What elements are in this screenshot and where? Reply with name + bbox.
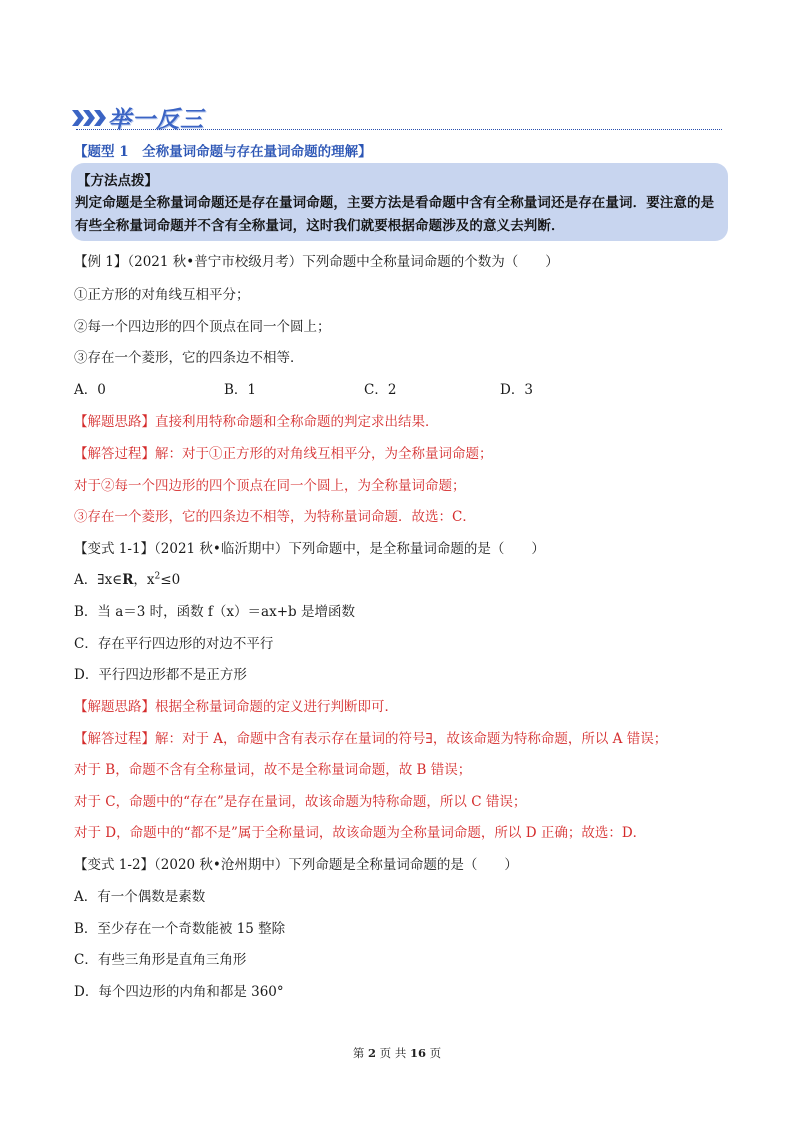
example1-item: ③存在一个菱形，它的四条边不相等． [74,350,304,366]
variant1-1-question: 【变式 1-1】（2021 秋•临沂期中）下列命题中，是全称量词命题的是（ ） [74,541,545,557]
example1-process-line: 【解答过程】解：对于①正方形的对角线互相平分，为全称量词命题； [74,446,493,462]
variant1-2-option-b: B．至少存在一个奇数能被 15 整除 [74,921,286,937]
variant1-1-thinking: 【解题思路】根据全称量词命题的定义进行判断即可． [74,699,398,715]
option-a-text: A．∃x∈ [74,572,123,588]
example1-option-a: A．0 [74,382,106,398]
method-tip-text: 判定命题是全称量词命题还是存在量词命题，主要方法是看命题中含有全称量词还是存在量词．要注意的是有些全称量词命题并不含有全称量词，这时我们就要根据命题涉及的意义去判断． [75,195,715,234]
real-numbers-symbol: R [122,572,134,588]
banner-title: 举一反三 [108,107,204,133]
example1-process-line: ③存在一个菱形，它的四条边不相等，为特称量词命题．故选：C． [74,509,476,525]
variant1-2-question: 【变式 1-2】（2020 秋•沧州期中）下列命题是全称量词命题的是（ ） [74,857,518,873]
variant1-1-process-line: 对于 B，命题不含有全称量词，故不是全称量词命题，故 B 错误； [74,762,472,778]
method-tip-title: 【方法点拨】 [77,173,158,189]
footer-text: 页 [426,1046,442,1060]
question-type-heading: 【题型 1 全称量词命题与存在量词命题的理解】 [74,144,372,160]
variant1-1-option-c: C．存在平行四边形的对边不平行 [74,636,274,652]
variant1-2-option-d: D．每个四边形的内角和都是 360° [74,984,284,1000]
variant1-1-process-line: 对于 D，命题中的“都不是”属于全称量词，故该命题为全称量词命题，所以 D 正确；故选：D． [74,825,647,841]
option-a-text: ，x [133,572,155,588]
triple-chevron-icon [72,108,108,128]
example1-option-c: C．2 [364,382,397,398]
example1-process-line: 对于②每一个四边形的四个顶点在同一个圆上，为全称量词命题； [74,478,466,494]
page-footer [0,1045,794,1061]
variant1-1-option-d: D．平行四边形都不是正方形 [74,667,247,683]
example1-option-b: B．1 [224,382,257,398]
example1-item: ①正方形的对角线互相平分； [74,287,250,303]
method-tip-box [71,163,728,241]
variant1-1-process-line: 【解答过程】解：对于 A，命题中含有表示存在量词的符号∃，故该命题为特称命题，所以 A 错误； [74,731,668,747]
footer-text: 页 共 [376,1046,410,1060]
example1-option-d: D．3 [500,382,533,398]
footer-text: 第 [352,1046,368,1060]
variant1-1-option-b: B．当 a＝3 时，函数 f（x）＝ax+b 是增函数 [74,604,355,620]
variant1-1-process-line: 对于 C，命题中的“存在”是存在量词，故该命题为特称命题，所以 C 错误； [74,794,527,810]
variant1-2-option-c: C．有些三角形是直角三角形 [74,952,247,968]
option-a-text: ≤0 [160,572,181,588]
total-pages: 16 [409,1046,426,1060]
page-number: 2 [368,1046,377,1060]
exponent: 2 [154,571,161,582]
example1-thinking: 【解题思路】直接利用特称命题和全称命题的判定求出结果． [74,414,439,430]
section-banner [72,100,722,132]
example1-question: 【例 1】（2021 秋•普宁市校级月考）下列命题中全称量词命题的个数为（ ） [74,254,559,270]
example1-item: ②每一个四边形的四个顶点在同一个圆上； [74,319,331,335]
variant1-2-option-a: A．有一个偶数是素数 [74,889,206,905]
banner-divider [76,129,722,130]
variant1-1-option-a [74,568,180,588]
